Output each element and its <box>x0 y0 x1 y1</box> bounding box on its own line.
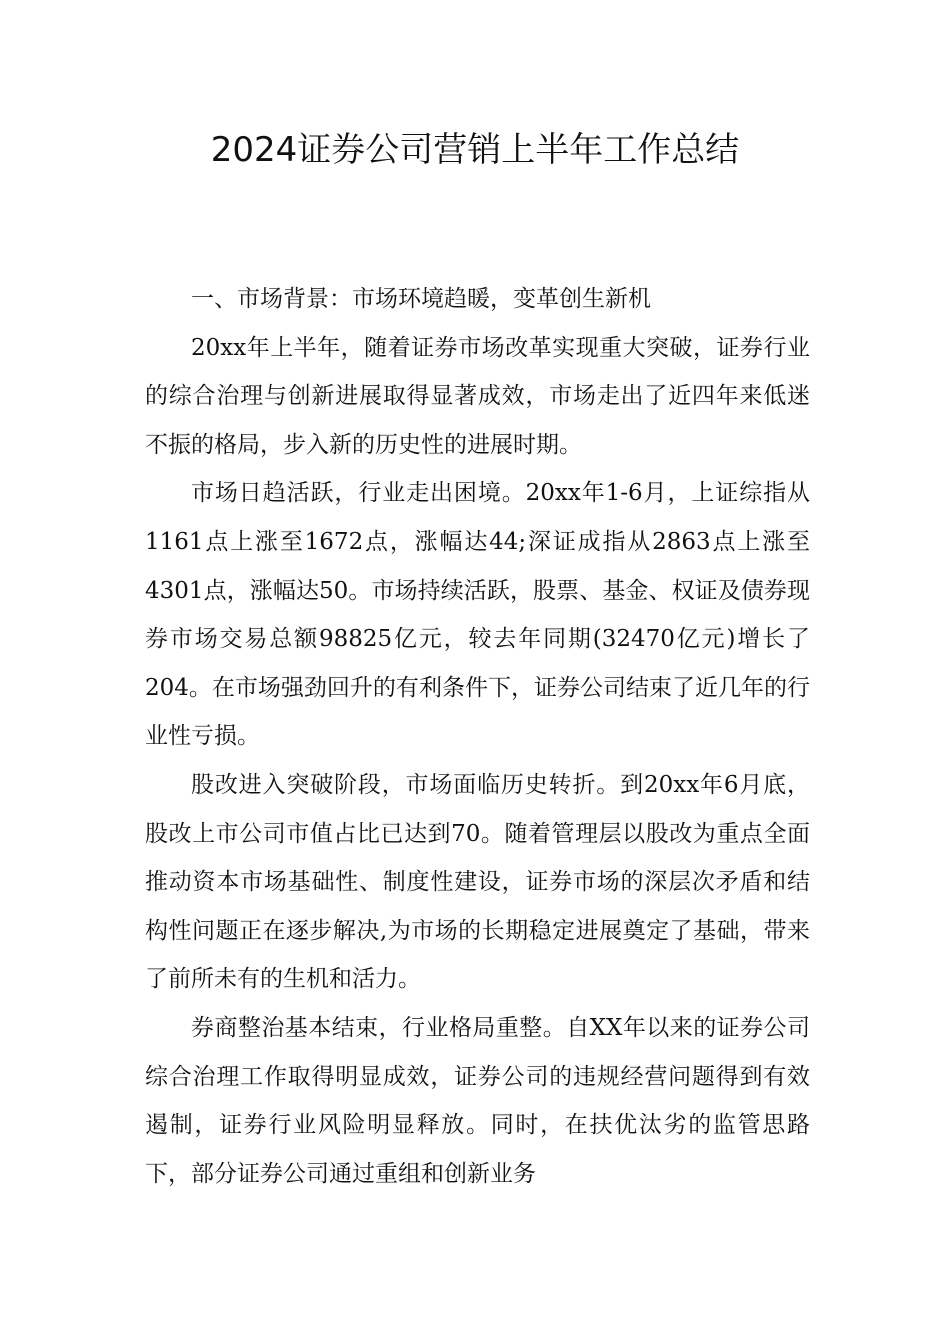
paragraph-3: 股改进入突破阶段，市场面临历史转折。到20xx年6月底，股改上市公司市值占比已达到70。随着管理层以股改为重点全面推动资本市场基础性、制度性建设，证券市场的深层次矛盾和结构性问题正在逐步解决,为市场的长期稳定进展奠定了基础，带来了前所未有的生机和活力。 <box>145 771 810 993</box>
paragraph-4: 券商整治基本结束，行业格局重整。自XX年以来的证券公司综合治理工作取得明显成效，证券公司的违规经营问题得到有效遏制，证券行业风险明显释放。同时，在扶优汰劣的监管思路下，部分证券公司通过重组和创新业务 <box>145 1014 810 1187</box>
paragraph-2: 市场日趋活跃，行业走出困境。20xx年1-6月，上证综指从1161点上涨至1672点，涨幅达44;深证成指从2863点上涨至4301点，涨幅达50。市场持续活跃，股票、基金、权证及债券现券市场交易总额98825亿元，较去年同期(32470亿元)增长了204。在市场强劲回升的有利条件下，证券公司结束了近几年的行业性亏损。 <box>145 480 810 750</box>
document-title: 2024证券公司营销上半年工作总结 <box>210 130 740 170</box>
paragraph-1: 20xx年上半年，随着证券市场改革实现重大突破，证券行业的综合治理与创新进展取得显著成效，市场走出了近四年来低迷不振的格局，步入新的历史性的进展时期。 <box>145 334 810 458</box>
section-heading: 一、市场背景：市场环境趋暖，变革创生新机 <box>191 286 651 312</box>
document-body <box>145 275 810 1198</box>
